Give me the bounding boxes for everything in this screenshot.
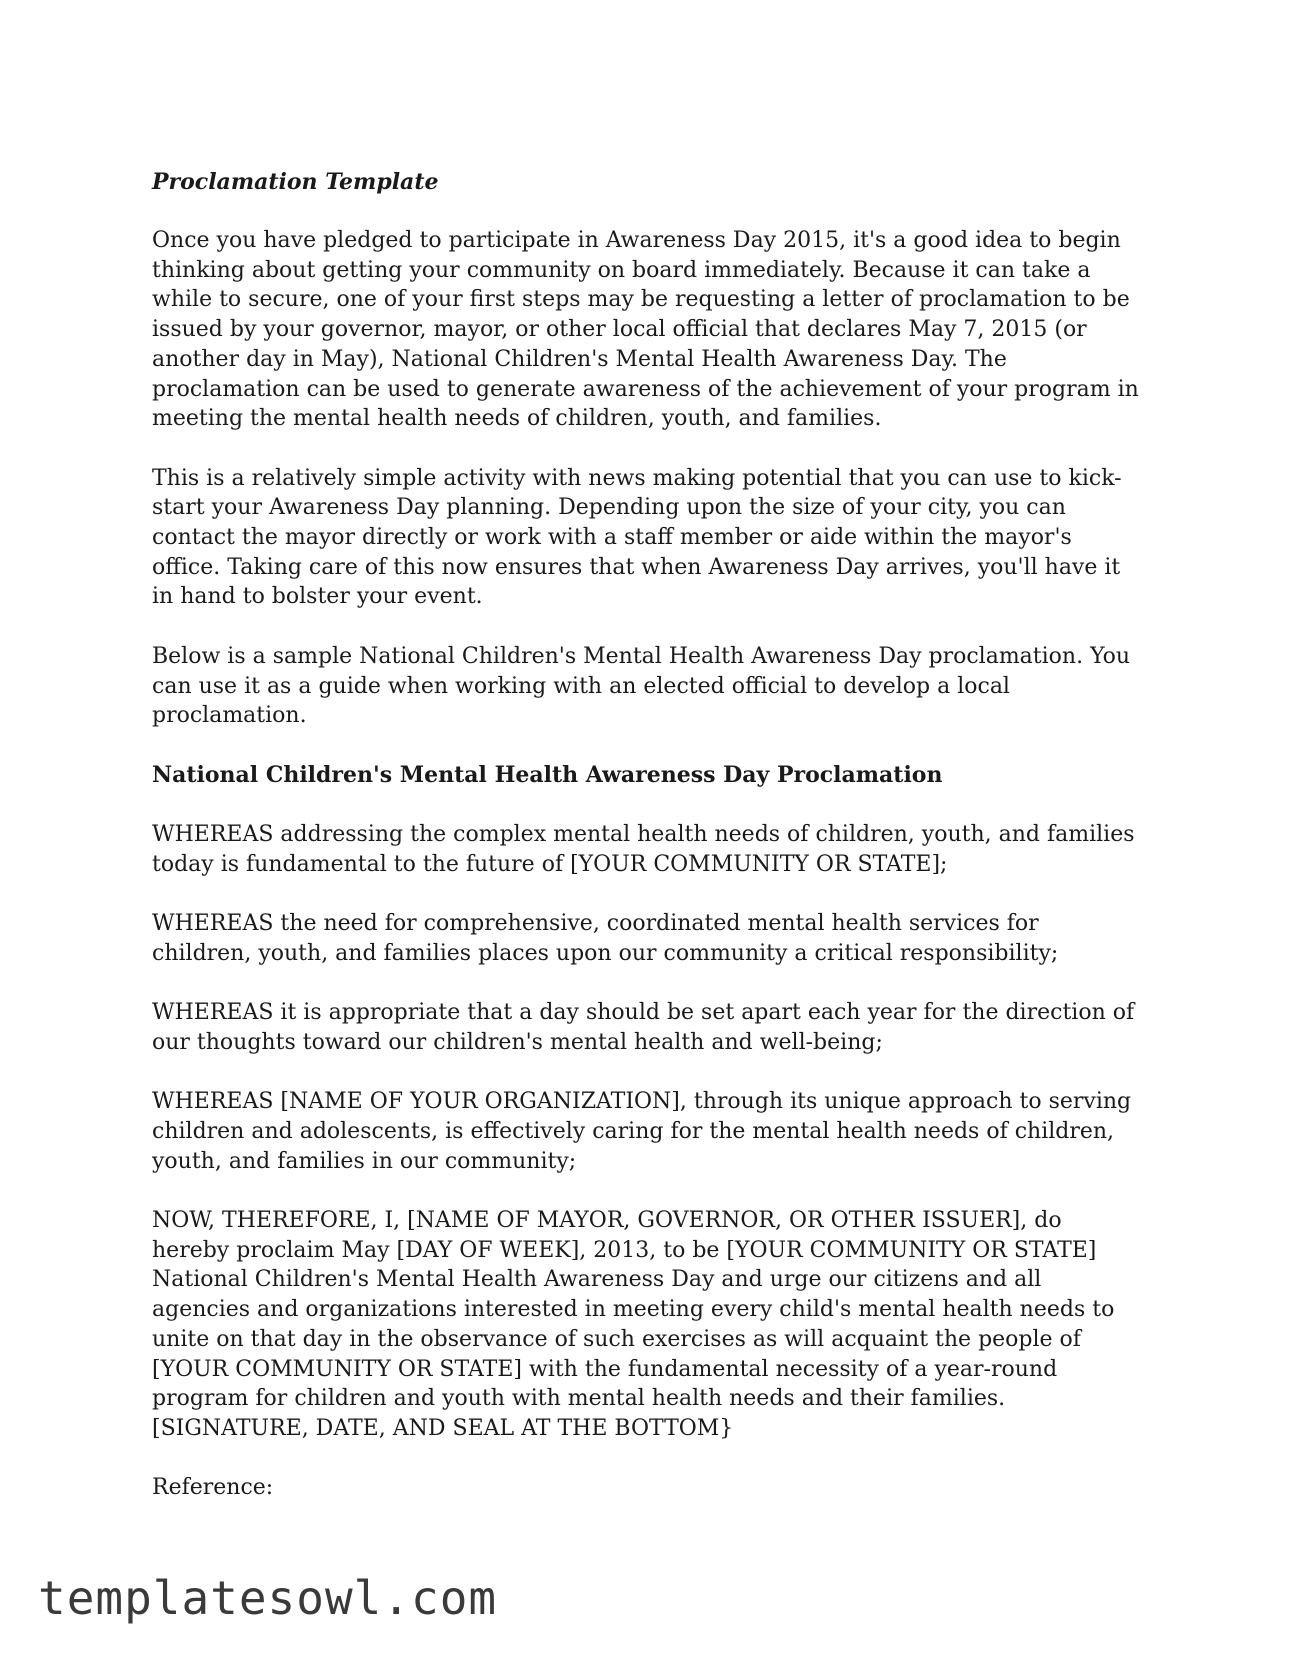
reference-label: Reference: <box>152 1475 274 1501</box>
intro-paragraph-3: Below is a sample National Children's Mental Health Awareness Day proclamation. You can use it as a guide when working with an elected official to develop a local proclamation. <box>152 643 1131 729</box>
intro-paragraph-1: Once you have pledged to participate in Awareness Day 2015, it's a good idea to begin thinking about getting your community on board immediately. Because it can take a while to secure, one of your first steps may be requesting a letter of proclamation to be issued by your governor, mayor, or other local official that declares May 7, 2015 (or another day in May), National Children's Mental Health Awareness Day. The proclamation can be used to generate awareness of the achievement of your program in meeting the mental health needs of children, youth, and families. <box>152 228 1139 432</box>
therefore-clause: NOW, THEREFORE, I, [NAME OF MAYOR, GOVERNOR, OR OTHER ISSUER], do hereby proclaim May [DAY OF WEEK], 2013, to be [YOUR COMMUNITY OR STATE] National Children's Mental Health Awareness Day and urge our citizens and all agencies and organizations interested in meeting every child's mental health needs to unite on that day in the observance of such exercises as will acquaint the people of [YOUR COMMUNITY OR STATE] with the fundamental necessity of a year-round program for children and youth with mental health needs and their families.[SIGNATURE, DATE, AND SEAL AT THE BOTTOM} <box>152 1208 1115 1441</box>
whereas-clause-4: WHEREAS [NAME OF YOUR ORGANIZATION], through its unique approach to serving children and adolescents, is effectively caring for the mental health needs of children, youth, and families in our community; <box>152 1089 1132 1174</box>
document-title: Proclamation Template <box>152 169 439 195</box>
proclamation-heading: National Children's Mental Health Awareness Day Proclamation <box>152 761 943 788</box>
watermark-text: templatesowl.com <box>38 1571 498 1625</box>
document-page <box>152 168 1142 1533</box>
whereas-clause-1: WHEREAS addressing the complex mental health needs of children, youth, and families today is fundamental to the future of [YOUR COMMUNITY OR STATE]; <box>152 822 1135 877</box>
intro-paragraph-2: This is a relatively simple activity with news making potential that you can use to kick-start your Awareness Day planning. Depending upon the size of your city, you can contact the mayor directly or work with a staff member or aide within the mayor's office. Taking care of this now ensures that when Awareness Day arrives, you'll have it in hand to bolster your event. <box>152 465 1122 610</box>
whereas-clause-2: WHEREAS the need for comprehensive, coordinated mental health services for children, youth, and families places upon our community a critical responsibility; <box>152 911 1059 966</box>
whereas-clause-3: WHEREAS it is appropriate that a day should be set apart each year for the direction of our thoughts toward our children's mental health and well-being; <box>152 1000 1135 1055</box>
